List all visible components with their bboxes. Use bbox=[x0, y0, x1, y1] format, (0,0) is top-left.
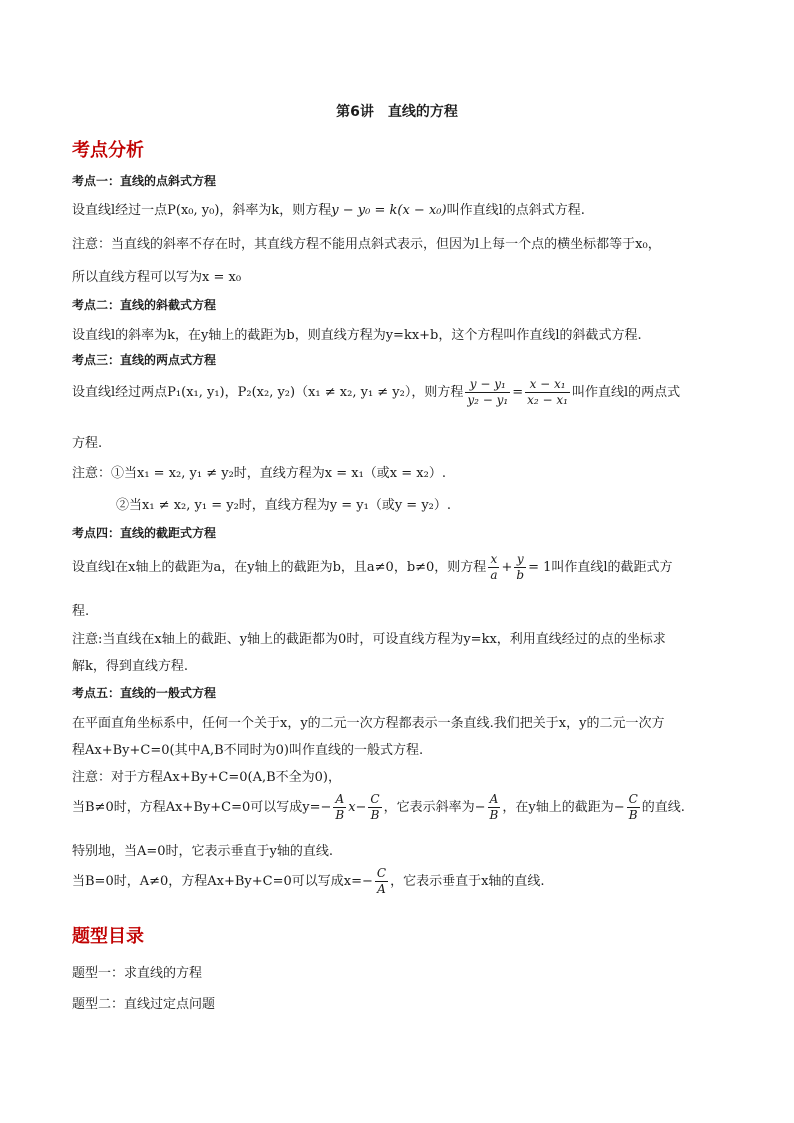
fraction-denominator: B bbox=[489, 808, 499, 822]
fraction-denominator: x₂ − x₁ bbox=[527, 393, 568, 407]
kp4-line1-text-b: = 1叫作直线l的截距式方 bbox=[528, 560, 673, 575]
kp5-line2: 程Ax+By+C=0(其中A,B不同时为0)叫作直线的一般式方程. bbox=[72, 743, 424, 758]
fraction-a-over-b bbox=[333, 792, 346, 823]
kp5-heading: 考点五：直线的一般式方程 bbox=[72, 686, 217, 700]
kp5-line4-text-b: ，它表示斜率为− bbox=[383, 800, 486, 815]
equals-sign: = bbox=[512, 385, 524, 400]
fraction-denominator: y₂ − y₁ bbox=[467, 393, 509, 407]
kp4-line1-text-a: 设直线l在x轴上的截距为a，在y轴上的截距为b，且a≠0，b≠0，则方程 bbox=[72, 560, 487, 575]
kp5-line4-text-d: 的直线. bbox=[641, 800, 685, 815]
kp5-line5: 特别地，当A=0时，它表示垂直于y轴的直线. bbox=[72, 844, 334, 859]
fraction-denominator: B bbox=[370, 808, 380, 822]
fraction-numerator: y bbox=[514, 552, 526, 568]
two-point-fraction-right bbox=[525, 377, 570, 408]
kp3-line1-text-a: 设直线l经过两点P₁(x₁, y₁)，P₂(x₂, y₂)（x₁ ≠ x₂, y₁ ≠ y₂），则方程 bbox=[72, 385, 464, 400]
slope-fraction bbox=[488, 792, 501, 823]
point-slope-equation: y − y₀ = k(x − x₀) bbox=[331, 203, 447, 218]
page-title: 第6讲 直线的方程 bbox=[336, 104, 458, 120]
fraction-numerator: x − x₁ bbox=[525, 377, 570, 393]
fraction-numerator: x bbox=[488, 552, 499, 568]
fraction-denominator: B bbox=[335, 808, 345, 822]
kp5-line4-text-a: 当B≠0时，方程Ax+By+C=0可以写成y=− bbox=[72, 800, 332, 815]
kp1-line1-text-a: 设直线l经过一点P(x₀, y₀)，斜率为k，则方程 bbox=[72, 203, 332, 218]
kp1-line2: 注意：当直线的斜率不存在时，其直线方程不能用点斜式表示，但因为l上每一个点的横坐标都等于x₀， bbox=[72, 237, 661, 252]
intercept-fraction-y bbox=[514, 552, 526, 583]
kp5-line1: 在平面直角坐标系中，任何一个关于x，y的二元一次方程都表示一条直线.我们把关于x，y的二元一次方 bbox=[72, 716, 665, 731]
kp5-note: 注意：对于方程Ax+By+C=0(A,B不全为0)， bbox=[72, 770, 342, 785]
kp5-line6-text-b: ，它表示垂直于x轴的直线. bbox=[390, 874, 545, 889]
kp1-heading: 考点一：直线的点斜式方程 bbox=[72, 174, 217, 188]
fraction-c-over-b bbox=[368, 792, 381, 823]
kp3-line2: 方程. bbox=[72, 436, 103, 451]
kp4-line1 bbox=[72, 552, 673, 583]
intercept-fraction-x bbox=[488, 552, 499, 583]
kp4-note2: 解k，得到直线方程. bbox=[72, 659, 189, 674]
kp4-line2: 程. bbox=[72, 604, 90, 619]
kp3-line1 bbox=[72, 377, 680, 408]
kp3-line1-text-b: 叫作直线l的两点式 bbox=[572, 385, 681, 400]
plus-sign: + bbox=[501, 560, 513, 575]
kp3-heading: 考点三：直线的两点式方程 bbox=[72, 353, 217, 367]
fraction-denominator: a bbox=[490, 568, 498, 582]
kp3-note1: 注意：①当x₁ = x₂, y₁ ≠ y₂时，直线方程为x = x₁（或x = x₂）. bbox=[72, 466, 446, 481]
fraction-denominator: A bbox=[377, 882, 386, 896]
intercept-fraction bbox=[627, 792, 640, 823]
kp4-note1: 注意:当直线在x轴上的截距、y轴上的截距都为0时，可设直线方程为y=kx，利用直线经过的点的坐标求 bbox=[72, 632, 666, 647]
two-point-fraction-left bbox=[465, 377, 510, 408]
kp1-line1 bbox=[72, 199, 585, 218]
fraction-numerator: C bbox=[376, 866, 387, 880]
kp1-line3: 所以直线方程可以写为x = x₀ bbox=[72, 270, 242, 285]
section-heading-analysis: 考点分析 bbox=[72, 140, 144, 161]
kp5-line4-text-c: ，在y轴上的截距为− bbox=[502, 800, 625, 815]
catalog-item-1[interactable]: 题型一：求直线的方程 bbox=[72, 966, 203, 981]
kp5-line6 bbox=[72, 866, 545, 897]
kp3-note2: ②当x₁ ≠ x₂, y₁ = y₂时，直线方程为y = y₁（或y = y₂）. bbox=[116, 498, 452, 513]
fraction-denominator: b bbox=[516, 568, 525, 582]
kp2-heading: 考点二：直线的斜截式方程 bbox=[72, 298, 217, 312]
fraction-denominator: B bbox=[628, 808, 638, 822]
fraction-numerator: y − y₁ bbox=[465, 377, 510, 393]
kp5-line4 bbox=[72, 792, 685, 823]
fraction-numerator: A bbox=[333, 792, 346, 808]
fraction-c-over-a bbox=[375, 866, 388, 897]
kp1-line1-text-b: 叫作直线l的点斜式方程. bbox=[446, 203, 585, 218]
fraction-numerator: A bbox=[488, 792, 501, 808]
kp5-line6-text-a: 当B=0时，A≠0，方程Ax+By+C=0可以写成x=− bbox=[72, 874, 373, 889]
fraction-numerator: C bbox=[628, 792, 638, 806]
kp4-heading: 考点四：直线的截距式方程 bbox=[72, 526, 217, 540]
fraction-numerator: C bbox=[370, 792, 380, 806]
kp2-line1: 设直线l的斜率为k，在y轴上的截距为b，则直线方程为y=kx+b，这个方程叫作直线l的斜截式方程. bbox=[72, 328, 642, 343]
section-heading-catalog: 题型目录 bbox=[72, 926, 144, 947]
kp5-line4-x-minus: x− bbox=[348, 800, 367, 815]
catalog-item-2[interactable]: 题型二：直线过定点问题 bbox=[72, 997, 216, 1012]
